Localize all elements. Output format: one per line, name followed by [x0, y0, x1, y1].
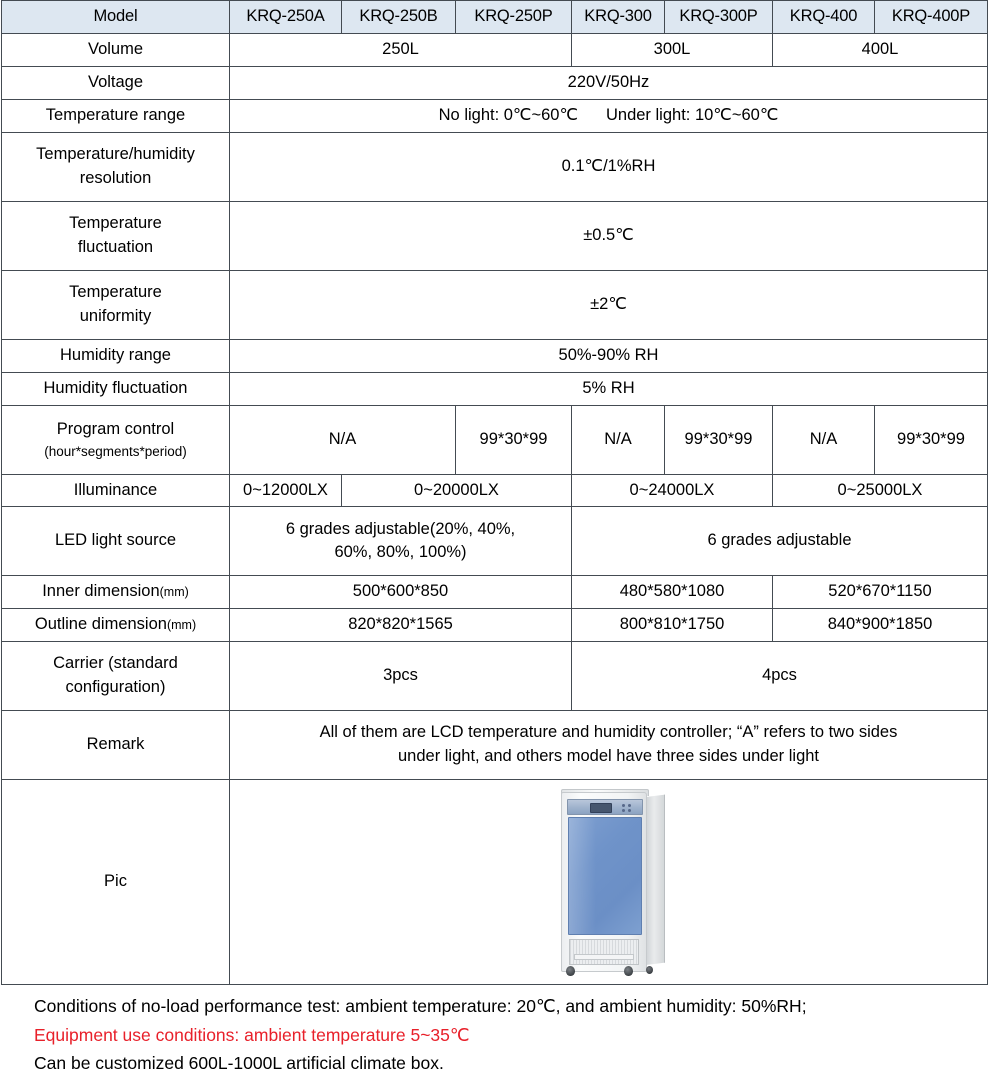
indicator-light-icon [622, 804, 625, 807]
led-value-left-line2: 60%, 80%, 100%) [334, 543, 467, 562]
volume-value-250: 250L [230, 33, 572, 66]
note-line-2-highlight: Equipment use conditions: ambient temperature 5~35℃ [34, 1024, 470, 1045]
row-label-inner-dimension-unit: (mm) [159, 585, 189, 600]
temperature-fluctuation-value: ±0.5℃ [230, 201, 988, 270]
led-value-right: 6 grades adjustable [572, 507, 988, 576]
illuminance-value-4: 0~25000LX [773, 474, 988, 507]
row-label-program-control-main: Program control [56, 420, 175, 439]
table-row-program-control [2, 405, 988, 474]
table-row-carrier [2, 642, 988, 711]
table-row-voltage [2, 66, 988, 99]
table-row-humidity-fluctuation [2, 372, 988, 405]
row-label-outline-dimension [2, 609, 230, 642]
row-label-humidity-fluctuation: Humidity fluctuation [2, 372, 230, 405]
header-model-label: Model [2, 1, 230, 34]
illuminance-value-2: 0~20000LX [342, 474, 572, 507]
humidity-range-value: 50%-90% RH [230, 339, 988, 372]
header-model-krq-400p: KRQ-400P [875, 1, 988, 34]
footer-notes [34, 992, 988, 1077]
program-control-value-5: N/A [773, 405, 875, 474]
illuminance-value-1: 0~12000LX [230, 474, 342, 507]
row-label-temp-fluct-line2: fluctuation [77, 237, 154, 256]
climate-chamber-image [236, 784, 981, 980]
row-label-inner-dimension [2, 576, 230, 609]
row-label-program-control [2, 405, 230, 474]
illuminance-value-3: 0~24000LX [572, 474, 773, 507]
table-row-led-light-source [2, 507, 988, 576]
led-value-left-line1: 6 grades adjustable(20%, 40%, [285, 519, 516, 538]
temperature-range-under-light: Under light: 10℃~60℃ [605, 105, 779, 124]
carrier-value-right: 4pcs [572, 642, 988, 711]
header-model-krq-250p: KRQ-250P [456, 1, 572, 34]
table-row-temperature-uniformity [2, 270, 988, 339]
table-row-volume [2, 33, 988, 66]
outline-dimension-value-1: 820*820*1565 [230, 609, 572, 642]
row-label-program-control-sub: (hour*segments*period) [44, 444, 187, 460]
lcd-display-icon [590, 803, 612, 813]
led-value-left [230, 507, 572, 576]
chamber-glass-door [568, 817, 642, 935]
temperature-range-no-light: No light: 0℃~60℃ [438, 105, 578, 124]
row-label-resolution [2, 132, 230, 201]
table-row-temperature-fluctuation [2, 201, 988, 270]
header-model-krq-250a: KRQ-250A [230, 1, 342, 34]
indicator-light-icon [622, 809, 625, 812]
chamber-side-panel [646, 795, 665, 965]
caster-wheel-icon [646, 966, 653, 974]
vent-slot [574, 954, 634, 960]
row-label-temperature-fluctuation [2, 201, 230, 270]
header-model-krq-250b: KRQ-250B [342, 1, 456, 34]
voltage-value: 220V/50Hz [230, 66, 988, 99]
row-label-outline-dimension-main: Outline dimension [34, 615, 167, 634]
row-label-led-light-source: LED light source [2, 507, 230, 576]
table-row-remark [2, 711, 988, 780]
volume-value-400: 400L [773, 33, 988, 66]
row-label-resolution-line1: Temperature/humidity [36, 144, 195, 163]
program-control-value-1: N/A [230, 405, 456, 474]
remark-value [230, 711, 988, 780]
table-row-resolution [2, 132, 988, 201]
note-line-3: Can be customized 600L-1000L artificial climate box. [34, 1052, 444, 1073]
row-label-humidity-range: Humidity range [2, 339, 230, 372]
row-label-carrier-line2: configuration) [65, 678, 166, 697]
door-reflection [569, 818, 596, 934]
row-label-temperature-range: Temperature range [2, 99, 230, 132]
outline-dimension-value-3: 840*900*1850 [773, 609, 988, 642]
table-row-temperature-range [2, 99, 988, 132]
row-label-illuminance: Illuminance [2, 474, 230, 507]
inner-dimension-value-2: 480*580*1080 [572, 576, 773, 609]
program-control-value-2: 99*30*99 [456, 405, 572, 474]
row-label-temp-fluct-line1: Temperature [69, 213, 162, 232]
humidity-fluctuation-value: 5% RH [230, 372, 988, 405]
header-model-krq-300: KRQ-300 [572, 1, 665, 34]
remark-line1: All of them are LCD temperature and humidity controller; “A” refers to two sides [319, 723, 898, 742]
inner-dimension-value-1: 500*600*850 [230, 576, 572, 609]
table-row-pic [2, 780, 988, 985]
temperature-range-value [230, 99, 988, 132]
table-row-humidity-range [2, 339, 988, 372]
row-label-inner-dimension-main: Inner dimension [42, 582, 160, 601]
table-row-illuminance [2, 474, 988, 507]
row-label-remark: Remark [2, 711, 230, 780]
resolution-value: 0.1℃/1%RH [230, 132, 988, 201]
caster-wheel-icon [624, 966, 633, 976]
caster-wheel-icon [566, 966, 575, 976]
program-control-value-4: 99*30*99 [665, 405, 773, 474]
row-label-temp-unif-line1: Temperature [69, 282, 162, 301]
row-label-pic: Pic [2, 780, 230, 985]
row-label-outline-dimension-unit: (mm) [166, 618, 197, 633]
indicator-light-icon [628, 809, 631, 812]
volume-value-300: 300L [572, 33, 773, 66]
row-label-carrier [2, 642, 230, 711]
header-model-krq-400: KRQ-400 [773, 1, 875, 34]
outline-dimension-value-2: 800*810*1750 [572, 609, 773, 642]
program-control-value-3: N/A [572, 405, 665, 474]
inner-dimension-value-3: 520*670*1150 [773, 576, 988, 609]
pic-cell [230, 780, 988, 985]
temperature-uniformity-value: ±2℃ [230, 270, 988, 339]
chamber-cabinet-body [561, 792, 647, 972]
indicator-light-icon [628, 804, 631, 807]
header-model-krq-300p: KRQ-300P [665, 1, 773, 34]
row-label-temperature-uniformity [2, 270, 230, 339]
table-row-outline-dimension [2, 609, 988, 642]
chamber-illustration [553, 788, 665, 976]
table-header-row [2, 1, 988, 34]
chamber-control-panel [567, 799, 643, 815]
remark-line2: under light, and others model have three sides under light [397, 747, 820, 766]
program-control-value-6: 99*30*99 [875, 405, 988, 474]
row-label-voltage: Voltage [2, 66, 230, 99]
row-label-volume: Volume [2, 33, 230, 66]
chamber-vent-grille [569, 939, 639, 965]
row-label-temp-unif-line2: uniformity [79, 306, 152, 325]
row-label-resolution-line2: resolution [79, 168, 152, 187]
table-row-inner-dimension [2, 576, 988, 609]
specification-table [1, 0, 988, 985]
carrier-value-left: 3pcs [230, 642, 572, 711]
row-label-carrier-line1: Carrier (standard [53, 654, 178, 673]
note-line-1: Conditions of no-load performance test: ambient temperature: 20℃, and ambient humidity: 50%RH; [34, 996, 807, 1017]
